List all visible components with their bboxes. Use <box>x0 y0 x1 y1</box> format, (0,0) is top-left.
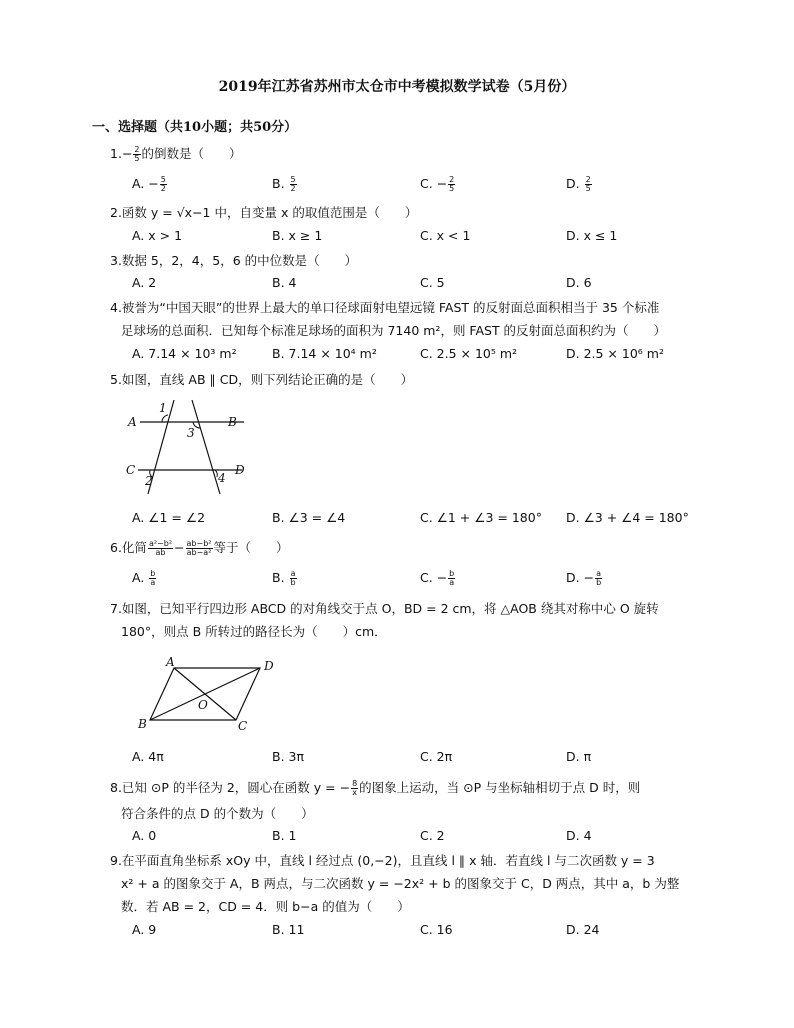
q5-option-a[interactable]: A. ∠1 = ∠2 <box>132 510 206 525</box>
q3-option-c[interactable]: C. 5 <box>420 275 445 290</box>
q6-option-c[interactable]: C. − $\frac{b}{a}$ <box>420 569 455 587</box>
label-o: O <box>198 698 208 712</box>
q8-option-a[interactable]: A. 0 <box>132 828 157 843</box>
question-7-stem-line1: 7.如图，已知平行四边形 ABCD 的对角线交于点 O，BD = 2 cm，将 △AOB 绕其对称中心 O 旋转 <box>110 601 659 616</box>
label-c: C <box>238 719 248 733</box>
q1-sign: − <box>121 146 133 161</box>
q1-tail: 的倒数是（ ） <box>141 146 242 161</box>
q8-option-d[interactable]: D. 4 <box>566 828 592 843</box>
exam-title: 2019年江苏省苏州市太仓市中考模拟数学试卷（5月份） <box>218 79 576 95</box>
question-1-stem <box>110 144 242 164</box>
question-9-stem-line1: 9.在平面直角坐标系 xOy 中，直线 l 经过点 (0,−2)，且直线 l ∥ x 轴．若直线 l 与二次函数 y = 3 <box>110 853 655 868</box>
q3-option-b[interactable]: B. 4 <box>272 275 297 290</box>
q4-option-a[interactable]: A. 7.14 × 10³ m² <box>132 346 237 361</box>
q8-fraction: $\frac{8}{x}$ <box>352 779 358 797</box>
q2-option-a[interactable]: A. x > 1 <box>132 228 183 243</box>
q1-option-c[interactable]: C. − $\frac{2}{5}$ <box>420 175 455 193</box>
q1-fraction: $\frac{2}{5}$ <box>134 145 140 163</box>
q5-parallel-lines-figure <box>118 396 258 500</box>
question-8-stem-line1: 8.已知 ⊙P 的半径为 2，圆心在函数 y = − $\frac{8}{x}$ 的图象上运动，当 ⊙P 与坐标轴相切于点 D 时，则 <box>110 779 641 797</box>
q8-option-c[interactable]: C. 2 <box>420 828 445 843</box>
q1-option-b[interactable]: B. $\frac{5}{2}$ <box>272 175 296 193</box>
label-angle-1: 1 <box>159 401 167 415</box>
q9-option-a[interactable]: A. 9 <box>132 922 157 937</box>
q6-option-d[interactable]: D. − $\frac{a}{b}$ <box>566 569 602 587</box>
label-angle-3: 3 <box>187 426 195 440</box>
section-heading: 一、选择题（共10小题；共50分） <box>92 120 298 135</box>
q5-option-d[interactable]: D. ∠3 + ∠4 = 180° <box>566 510 689 525</box>
q5-option-c[interactable]: C. ∠1 + ∠3 = 180° <box>420 510 542 525</box>
label-d: D <box>235 463 245 477</box>
q9-option-d[interactable]: D. 24 <box>566 922 600 937</box>
question-2-stem: 2.函数 y = √x−1 中，自变量 x 的取值范围是（ ） <box>110 205 418 220</box>
question-9-stem-line3: 数．若 AB = 2，CD = 4．则 b−a 的值为（ ） <box>121 899 410 914</box>
label-b: B <box>138 717 147 731</box>
label-angle-2: 2 <box>145 474 153 488</box>
transversal-right <box>192 400 220 494</box>
label-b: B <box>228 415 237 429</box>
q2-option-b[interactable]: B. x ≥ 1 <box>272 228 323 243</box>
q3-option-d[interactable]: D. 6 <box>566 275 592 290</box>
q2-option-c[interactable]: C. x < 1 <box>420 228 471 243</box>
q3-option-a[interactable]: A. 2 <box>132 275 157 290</box>
question-4-stem-line1: 4.被誉为“中国天眼”的世界上最大的单口径球面射电望远镜 FAST 的反射面总面积相当于 35 个标准 <box>110 300 660 315</box>
question-4-stem-line2: 足球场的总面积．已知每个标准足球场的面积为 7140 m²，则 FAST 的反射面总面积约为（ ） <box>121 323 667 338</box>
label-d: D <box>264 659 274 673</box>
label-c: C <box>126 463 136 477</box>
q6-fraction-2: $\frac{\text{ab−b²}}{\text{ab−a²}}$ <box>186 539 212 557</box>
q9-option-b[interactable]: B. 11 <box>272 922 305 937</box>
q7-option-b[interactable]: B. 3π <box>272 749 305 764</box>
question-8-stem-line2: 符合条件的点 D 的个数为（ ） <box>121 806 314 821</box>
q8-option-b[interactable]: B. 1 <box>272 828 297 843</box>
question-6-stem: 6.化简 $\frac{\text{a²−b²}}{ab}$ − $\frac{\text{ab−b²}}{\text{ab−a²}}$ 等于（ ） <box>110 539 289 557</box>
q4-option-d[interactable]: D. 2.5 × 10⁶ m² <box>566 346 664 361</box>
label-a: A <box>128 415 137 429</box>
q6-option-a[interactable]: A. $\frac{b}{a}$ <box>132 569 156 587</box>
q7-option-c[interactable]: C. 2π <box>420 749 453 764</box>
q4-option-c[interactable]: C. 2.5 × 10⁵ m² <box>420 346 518 361</box>
q6-option-b[interactable]: B. $\frac{a}{b}$ <box>272 569 296 587</box>
label-a: A <box>166 655 175 669</box>
question-5-stem: 5.如图，直线 AB ∥ CD，则下列结论正确的是（ ） <box>110 372 414 387</box>
q1-number: 1. <box>110 146 122 161</box>
q1-option-d[interactable]: D. $\frac{2}{5}$ <box>566 175 591 193</box>
q6-fraction-1: $\frac{\text{a²−b²}}{ab}$ <box>148 539 173 557</box>
label-angle-4: 4 <box>218 471 226 485</box>
diagonal-bd <box>150 668 260 720</box>
q7-option-d[interactable]: D. π <box>566 749 592 764</box>
q4-option-b[interactable]: B. 7.14 × 10⁴ m² <box>272 346 377 361</box>
q2-option-d[interactable]: D. x ≤ 1 <box>566 228 618 243</box>
angle-4-arc <box>215 470 217 477</box>
question-7-stem-line2: 180°，则点 B 所转过的路径长为（ ）cm． <box>121 624 387 639</box>
q1-option-a[interactable]: A. − $\frac{5}{2}$ <box>132 175 166 193</box>
question-9-stem-line2: x² + a 的图象交于 A，B 两点，与二次函数 y = −2x² + b 的图象交于 C，D 两点，其中 a，b 为整 <box>121 876 680 891</box>
angle-1-arc <box>162 415 168 422</box>
question-3-stem: 3.数据 5，2，4，5，6 的中位数是（ ） <box>110 253 358 268</box>
q7-option-a[interactable]: A. 4π <box>132 749 164 764</box>
q9-option-c[interactable]: C. 16 <box>420 922 453 937</box>
q5-option-b[interactable]: B. ∠3 = ∠4 <box>272 510 346 525</box>
q7-parallelogram-figure <box>132 654 278 736</box>
